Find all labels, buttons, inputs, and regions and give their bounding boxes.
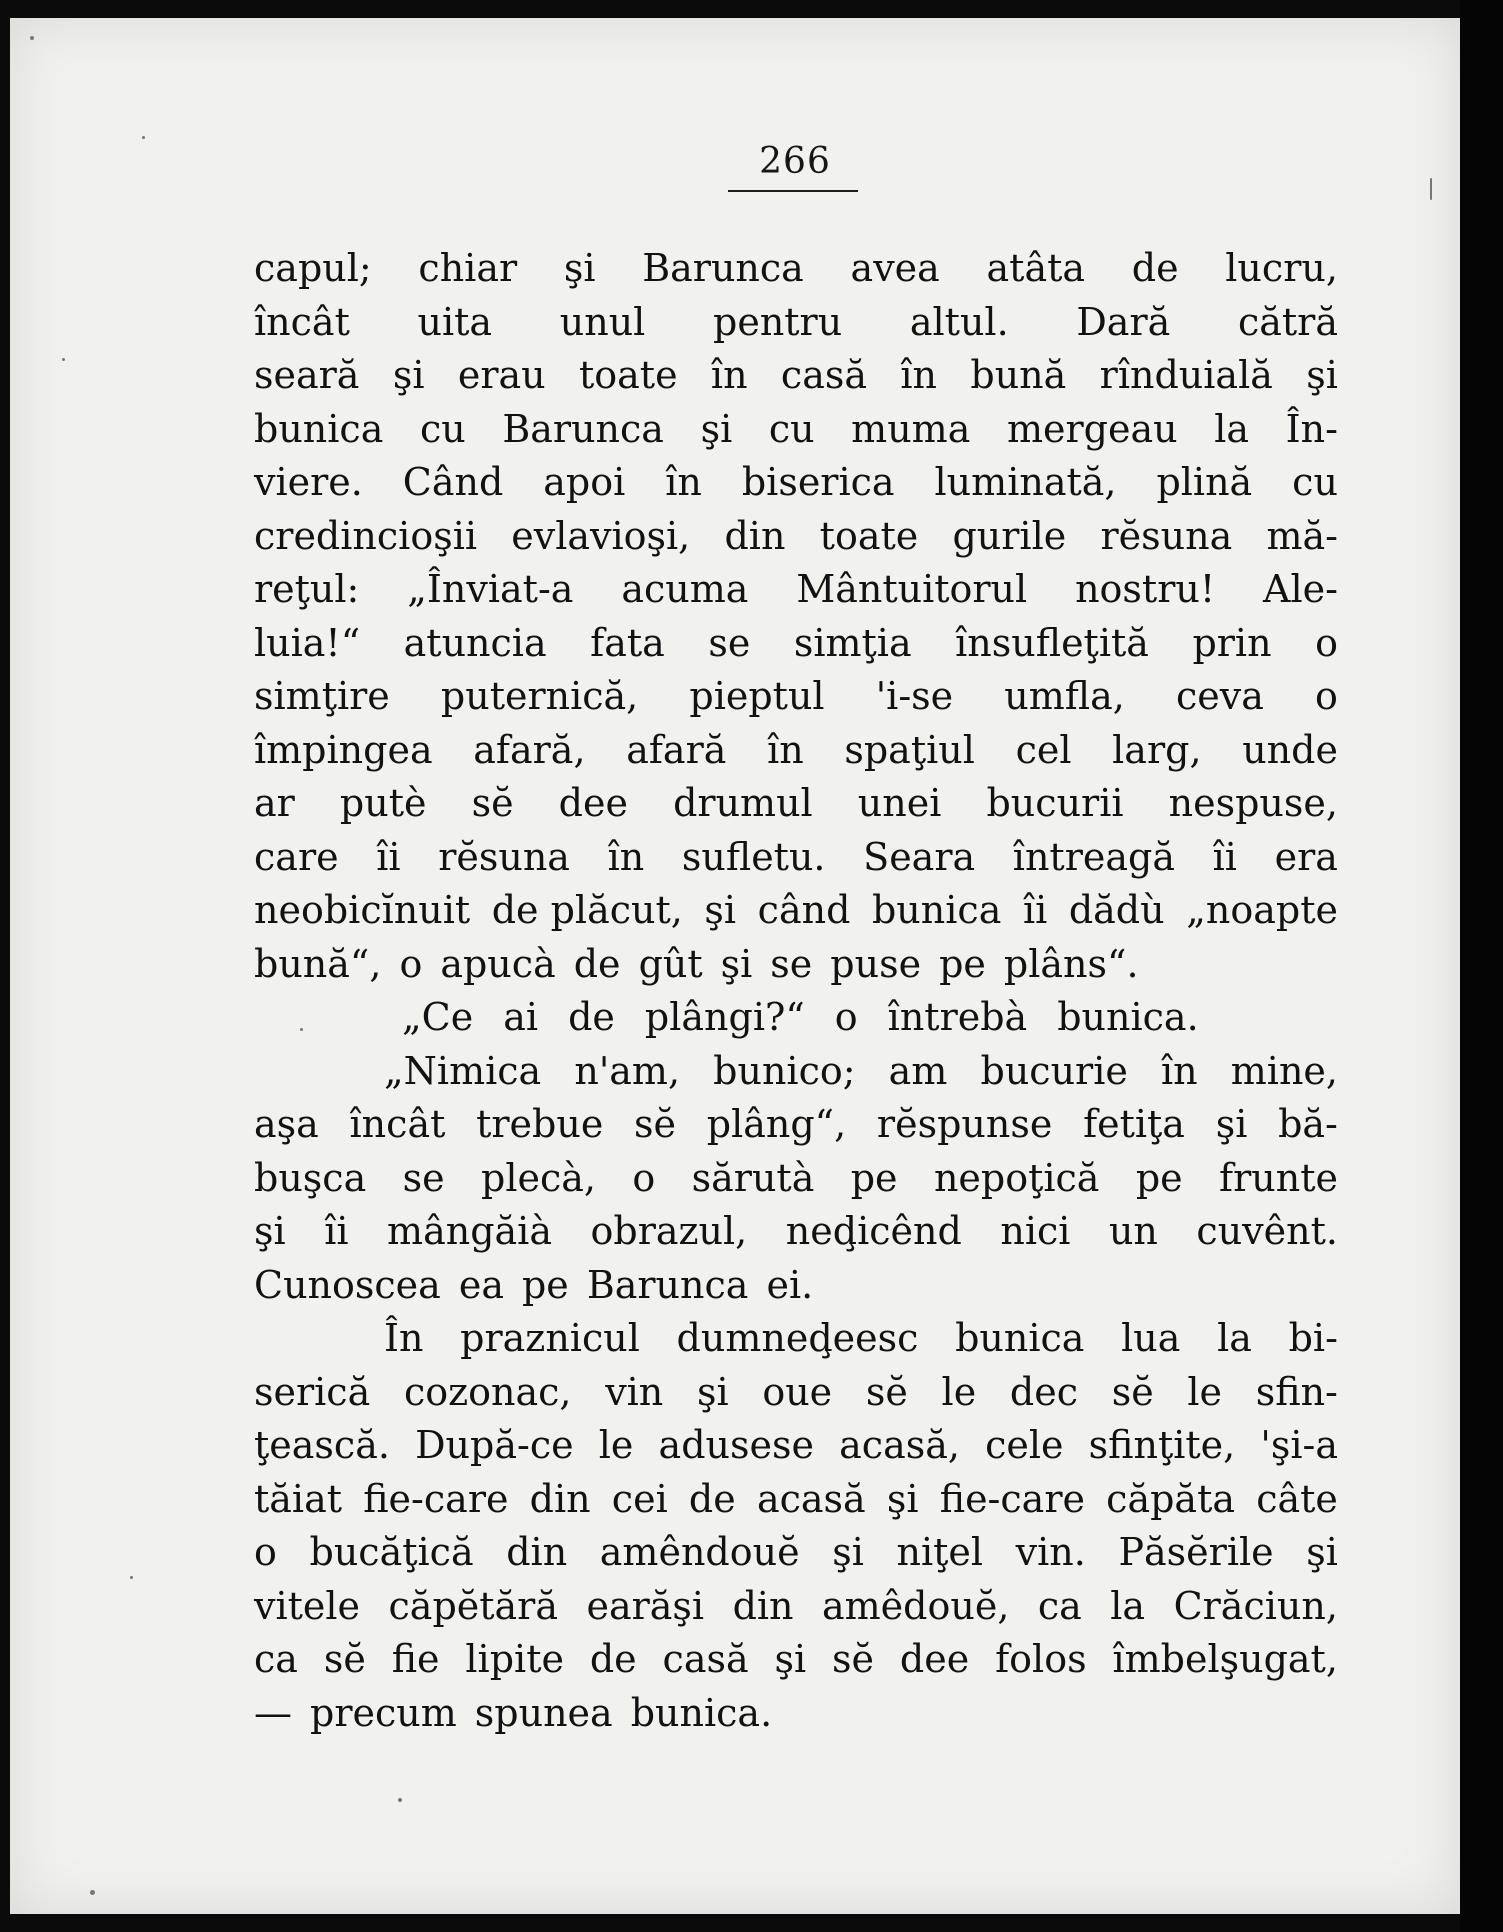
word: puse	[830, 941, 922, 986]
word: biserica	[741, 460, 895, 504]
word: rĕsuna	[438, 834, 570, 879]
text-line	[254, 456, 1338, 510]
word: le	[598, 1423, 634, 1467]
word: se	[770, 941, 813, 986]
word: ar	[254, 781, 295, 825]
word: din	[724, 513, 786, 558]
page-number-rule	[728, 190, 858, 192]
word: am	[888, 1048, 948, 1093]
word: şi	[886, 1476, 919, 1521]
text-line	[254, 1045, 1338, 1099]
word: le	[941, 1369, 977, 1414]
word: pieptul	[689, 674, 825, 718]
word: amêdouĕ,	[821, 1583, 1010, 1628]
word: bunica.	[630, 1690, 773, 1735]
word: seară	[254, 353, 360, 397]
word: Seara	[863, 834, 976, 879]
word: din	[506, 1530, 568, 1574]
word: larg,	[1112, 727, 1202, 772]
text-line	[254, 1419, 1338, 1473]
word: în	[1161, 1048, 1198, 1093]
word: bă-	[1278, 1102, 1338, 1146]
word: şi	[1306, 353, 1338, 397]
word: atuncia	[403, 620, 547, 665]
word: Cunoscea	[254, 1262, 441, 1307]
word: În-	[1285, 406, 1338, 451]
word: luia!“	[254, 620, 361, 665]
word: oue	[762, 1369, 833, 1414]
word: de	[1131, 246, 1179, 290]
word: şi	[254, 1209, 286, 1253]
word: „Ce	[402, 995, 474, 1039]
word: vin	[605, 1369, 664, 1414]
word: „Nimica	[384, 1048, 542, 1093]
word: o	[399, 941, 423, 986]
word: rĕsuna	[1100, 513, 1233, 558]
text-line	[254, 831, 1338, 885]
word: neobicĭnuit	[254, 888, 471, 932]
text-line	[254, 938, 1338, 992]
word: care	[254, 834, 339, 879]
word: Barunca	[642, 246, 804, 290]
word: din	[529, 1476, 591, 1521]
word: şi	[832, 1530, 864, 1574]
word: îi	[324, 1209, 349, 1253]
word: unei	[857, 781, 942, 825]
word: fetiţa	[1083, 1102, 1185, 1146]
word: sfin-	[1255, 1369, 1338, 1414]
word: însufleţită	[955, 620, 1149, 665]
word: încât	[349, 1102, 446, 1146]
word: frunte	[1219, 1155, 1338, 1200]
word: nostru!	[1075, 567, 1216, 611]
word: şi	[563, 246, 596, 290]
text-line	[254, 296, 1338, 350]
text-line	[254, 1687, 1338, 1741]
word: acasă	[756, 1476, 866, 1521]
word: lucru,	[1225, 246, 1338, 290]
word: de	[688, 1476, 736, 1521]
word: căpăta	[1106, 1476, 1236, 1521]
word: cătră	[1237, 299, 1338, 344]
word: la	[1110, 1583, 1146, 1628]
word: Ale-	[1263, 567, 1338, 611]
word: îmbelşugat,	[1112, 1637, 1338, 1681]
word: altul.	[909, 299, 1009, 344]
word: toate	[579, 353, 678, 397]
word: în	[710, 353, 748, 397]
word: în	[607, 834, 645, 879]
word: o	[834, 995, 858, 1039]
word: la	[1214, 406, 1250, 451]
word: şi	[392, 353, 425, 397]
word: pentru	[713, 299, 843, 344]
paper-speck	[142, 136, 145, 139]
word: niţel	[896, 1530, 984, 1574]
word: După-ce	[415, 1423, 574, 1467]
word: obrazul,	[590, 1209, 748, 1253]
text-line	[254, 1580, 1338, 1634]
text-line	[254, 1473, 1338, 1527]
page-number: 266	[759, 141, 831, 182]
word: o	[1315, 620, 1338, 665]
word: sĕ	[865, 1369, 908, 1414]
word: acuma	[621, 567, 749, 611]
word: întrebà	[887, 995, 1028, 1039]
word: lua	[1121, 1316, 1181, 1360]
word: prin	[1192, 620, 1272, 665]
word: o	[254, 1530, 277, 1574]
word: de	[573, 941, 621, 986]
word: „noapte	[1186, 888, 1338, 932]
word: toate	[819, 513, 919, 558]
word: credincioşii	[254, 513, 478, 558]
word: căpĕtără	[388, 1583, 558, 1628]
word: pe	[521, 1262, 569, 1307]
word: îi	[1022, 888, 1048, 932]
word: spaţiul	[844, 727, 975, 772]
word: fie	[391, 1637, 440, 1681]
text-line	[254, 403, 1338, 457]
word: plecà,	[481, 1155, 596, 1200]
word: dumneḑeesc	[676, 1316, 919, 1360]
word: pe	[1135, 1155, 1183, 1200]
word: dee	[899, 1637, 970, 1681]
word: nepoţică	[933, 1155, 1100, 1200]
word: îi	[1212, 834, 1237, 879]
word: —	[254, 1690, 292, 1735]
word: cuvênt.	[1196, 1209, 1338, 1253]
word: cozonac,	[403, 1369, 572, 1414]
word: în	[900, 353, 938, 397]
word: gurile	[952, 513, 1067, 558]
paper-speck	[1430, 178, 1432, 200]
word: şi	[1215, 1102, 1248, 1146]
word: n'am,	[574, 1048, 681, 1093]
word: nici	[1000, 1209, 1071, 1253]
word: 'i-se	[875, 674, 954, 718]
word: evlavioşi,	[511, 513, 691, 558]
word: ca	[1037, 1583, 1082, 1628]
word: cu	[768, 406, 815, 451]
word: cele	[985, 1423, 1064, 1467]
word: Mântuitorul	[796, 567, 1028, 611]
text-line	[254, 670, 1338, 724]
word: rînduială	[1099, 353, 1273, 397]
word: precum	[310, 1690, 457, 1735]
word: bucăţică	[309, 1530, 474, 1574]
word: de	[589, 1637, 637, 1681]
body-text	[254, 242, 1338, 1740]
word: pe	[850, 1155, 898, 1200]
word: Barunca	[502, 406, 664, 451]
word: serică	[254, 1369, 371, 1414]
word: mine,	[1230, 1048, 1338, 1093]
word: Păsĕrile	[1118, 1530, 1274, 1574]
word: „Înviat-a	[407, 567, 574, 611]
word: earăşi	[586, 1583, 705, 1628]
text-line	[254, 1259, 1338, 1313]
word: afară,	[473, 727, 586, 772]
word: sfinţite,	[1088, 1423, 1236, 1467]
word: dee	[558, 781, 628, 825]
paper-speck	[130, 1576, 133, 1579]
word: plângi?“	[644, 995, 805, 1039]
word: de plăcut,	[491, 888, 683, 932]
word: o	[632, 1155, 656, 1200]
word: tăiat	[254, 1476, 343, 1521]
text-line	[254, 991, 1338, 1045]
word: şi	[700, 406, 733, 451]
word: Crăciun,	[1173, 1583, 1338, 1628]
word: trebue	[476, 1102, 604, 1146]
text-line	[254, 617, 1338, 671]
word: putè	[339, 781, 427, 825]
word: bună	[970, 353, 1067, 397]
word: în	[665, 460, 702, 504]
word: afară	[626, 727, 727, 772]
word: acasă,	[839, 1423, 960, 1467]
word: neḑicênd	[785, 1209, 962, 1253]
word: şi	[774, 1637, 807, 1681]
word: umfla,	[1004, 674, 1125, 718]
word: îi	[376, 834, 401, 879]
word: reţul:	[254, 567, 360, 611]
word: bună“,	[254, 941, 382, 986]
word: şi	[1306, 1530, 1338, 1574]
word: Dară	[1076, 299, 1171, 344]
word: folos	[995, 1637, 1087, 1681]
word: puternică,	[440, 674, 639, 718]
text-line	[254, 1526, 1338, 1580]
word: la	[1217, 1316, 1252, 1360]
word: era	[1274, 834, 1338, 879]
word: bunica	[254, 406, 384, 451]
paper-speck	[398, 1798, 402, 1802]
word: pe	[939, 941, 986, 986]
word: încât	[254, 299, 350, 344]
word: bunica	[871, 888, 1002, 932]
word: uita	[417, 299, 493, 344]
word: în	[767, 727, 804, 772]
word: sĕ	[471, 781, 514, 825]
word: lipite	[465, 1637, 564, 1681]
word: ai	[503, 995, 539, 1039]
word: aşa	[254, 1102, 319, 1146]
word: mergeau	[1006, 406, 1178, 451]
word: apoi	[543, 460, 626, 504]
word: mă-	[1266, 513, 1338, 558]
paper-speck	[62, 358, 65, 361]
paper-speck	[90, 1890, 95, 1895]
word: bucurie	[980, 1048, 1128, 1093]
word: se	[708, 620, 751, 665]
word: amêndouĕ	[599, 1530, 800, 1574]
text-line	[254, 242, 1338, 296]
word: viere.	[254, 460, 363, 504]
word: se	[402, 1155, 445, 1200]
text-line	[254, 1205, 1338, 1259]
text-line	[254, 1098, 1338, 1152]
word: dec	[1009, 1369, 1078, 1414]
word: cei	[611, 1476, 668, 1521]
word: În	[384, 1316, 424, 1360]
word: vin.	[1015, 1530, 1086, 1574]
word: avea	[850, 246, 940, 290]
word: apucà	[440, 941, 556, 986]
word: drumul	[673, 781, 813, 825]
word: cu	[419, 406, 466, 451]
word: din	[732, 1583, 794, 1628]
word: şi	[704, 888, 737, 932]
word: întreagă	[1012, 834, 1175, 879]
word: unul	[559, 299, 646, 344]
word: muma	[851, 406, 971, 451]
word: câte	[1256, 1476, 1338, 1521]
word: gût	[638, 941, 703, 986]
word: şi	[696, 1369, 729, 1414]
word: unde	[1242, 727, 1338, 772]
word: bi-	[1288, 1316, 1338, 1360]
word: bunica	[955, 1316, 1085, 1360]
word: praznicul	[460, 1316, 640, 1360]
word: ceva	[1176, 674, 1264, 718]
word: când	[757, 888, 851, 932]
word: nespuse,	[1168, 781, 1338, 825]
text-line	[254, 510, 1338, 564]
word: ca	[254, 1637, 298, 1681]
word: ei.	[766, 1262, 814, 1307]
word: simţia	[793, 620, 912, 665]
word: bunica.	[1057, 995, 1199, 1039]
word: simţire	[254, 674, 390, 718]
word: atâta	[986, 246, 1086, 290]
word: sĕ	[634, 1102, 677, 1146]
word: cu	[1292, 460, 1338, 504]
word: de	[568, 995, 615, 1039]
text-line	[254, 724, 1338, 778]
word: bunico;	[713, 1048, 856, 1093]
text-line	[254, 563, 1338, 617]
word: vitele	[254, 1583, 361, 1628]
word: ea	[458, 1262, 504, 1307]
word: mângăià	[387, 1209, 552, 1253]
word: dădù	[1068, 888, 1165, 932]
word: casă	[780, 353, 868, 397]
word: o	[1315, 674, 1338, 718]
word: ţească.	[254, 1423, 390, 1467]
word: plâng“,	[706, 1102, 847, 1146]
word: un	[1108, 1209, 1158, 1253]
word: fie-care	[363, 1476, 509, 1521]
word: buşca	[254, 1155, 367, 1200]
word: sĕ	[323, 1637, 366, 1681]
scan-edge	[1460, 0, 1503, 1932]
text-line	[254, 1312, 1338, 1366]
word: sĕ	[1111, 1369, 1154, 1414]
word: împingea	[254, 727, 433, 772]
word: luminată,	[934, 460, 1117, 504]
word: Când	[402, 460, 504, 504]
word: rĕspunse	[876, 1102, 1053, 1146]
word: plină	[1156, 460, 1253, 504]
word: bucurii	[986, 781, 1124, 825]
word: erau	[457, 353, 546, 397]
paper-speck	[30, 36, 34, 40]
word: sărutà	[691, 1155, 815, 1200]
word: cel	[1015, 727, 1072, 772]
word: plâns“.	[1003, 941, 1139, 986]
text-line	[254, 777, 1338, 831]
word: Barunca	[586, 1262, 749, 1307]
text-line	[254, 1366, 1338, 1420]
word: sufletu.	[681, 834, 826, 879]
word: şi	[720, 941, 753, 986]
word: spunea	[474, 1690, 613, 1735]
word: capul;	[254, 246, 372, 290]
word: le	[1187, 1369, 1223, 1414]
word: 'şi-a	[1260, 1423, 1338, 1467]
word: casă	[662, 1637, 749, 1681]
word: chiar	[418, 246, 518, 290]
word: sĕ	[832, 1637, 875, 1681]
text-line	[254, 1633, 1338, 1687]
word: fie-care	[939, 1476, 1085, 1521]
text-line	[254, 884, 1338, 938]
text-line	[254, 1152, 1338, 1206]
text-line	[254, 349, 1338, 403]
word: fata	[590, 620, 665, 665]
word: adusese	[658, 1423, 814, 1467]
